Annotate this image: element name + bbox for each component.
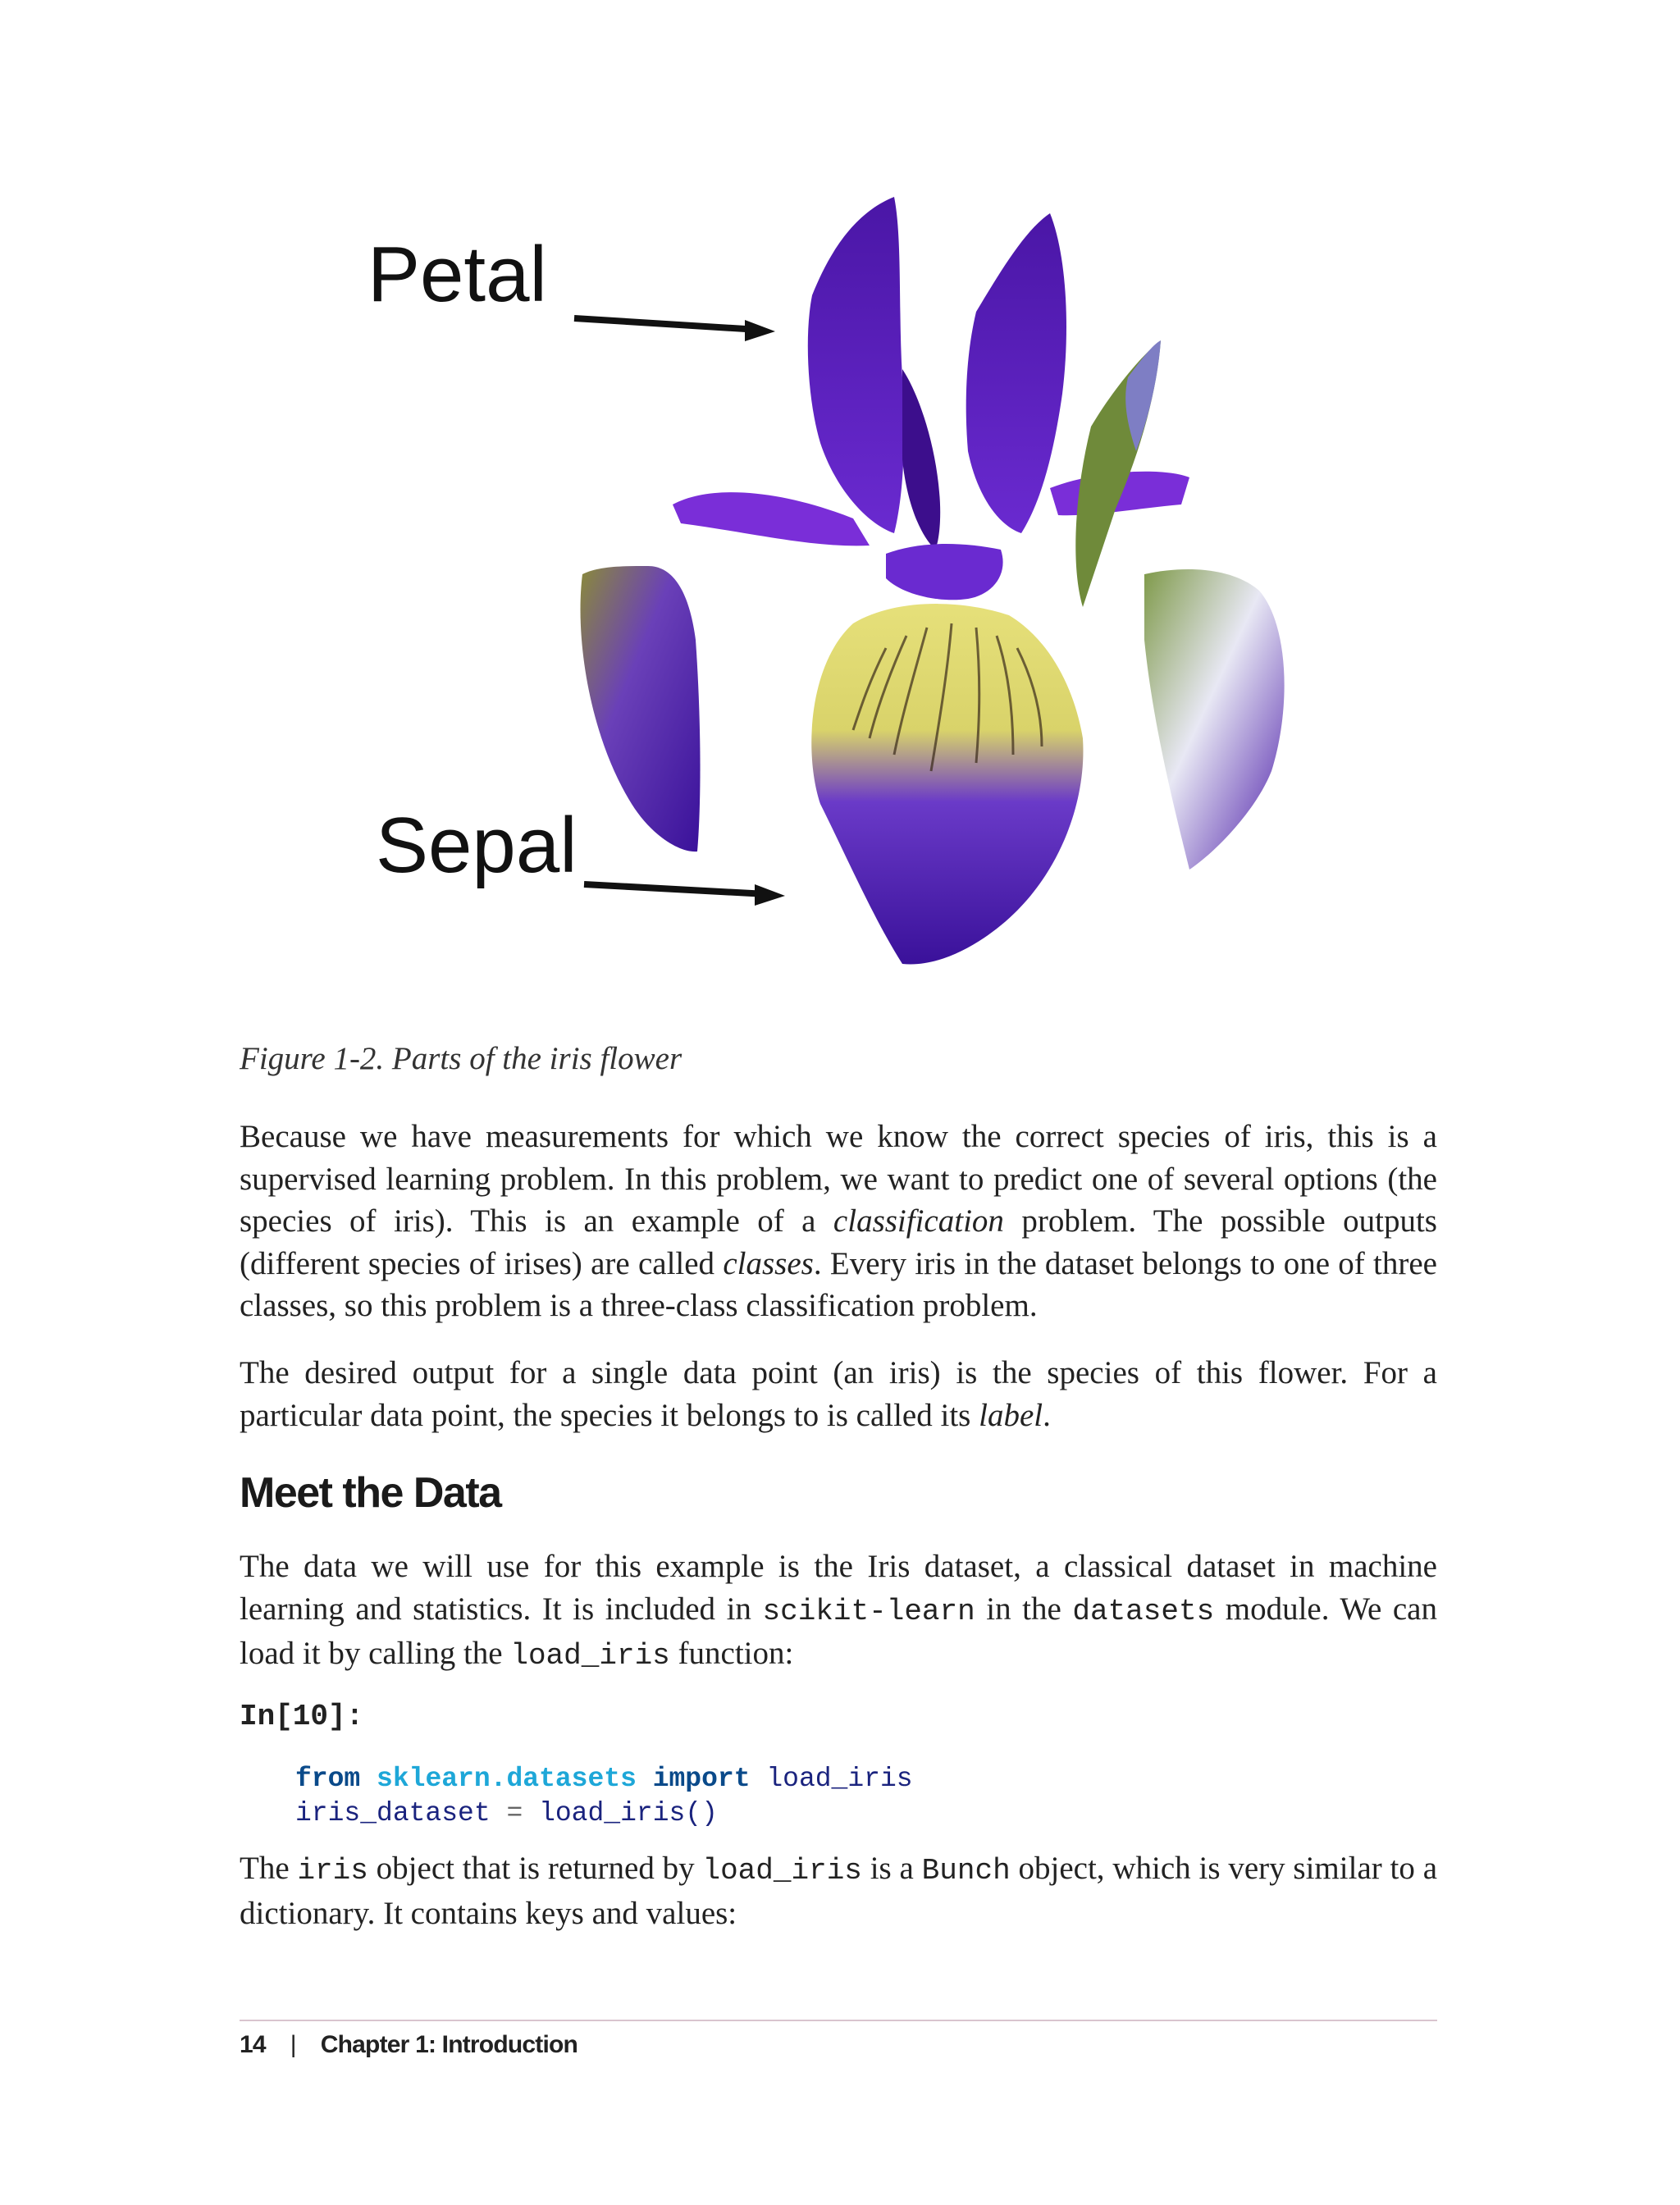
sepal-arrow [584,884,785,906]
figure-caption: Figure 1-2. Parts of the iris flower [240,1041,682,1076]
petal-right [966,213,1066,533]
petal-arrow [574,318,775,341]
style-arm-left [673,492,870,546]
inline-code-load-iris: load_iris [510,1639,670,1673]
chapter-title: Chapter 1: Introduction [320,2031,578,2058]
sepal-right [1144,569,1285,870]
code-prompt: In[10]: [240,1700,364,1733]
sepal-label: Sepal [376,801,578,889]
code-block: from sklearn.datasets import load_iris iris_dataset = load_iris() [295,1764,913,1828]
term-classes: classes [723,1245,814,1281]
paragraph-supervised: Because we have measurements for which we know the correct species of iris, this is a supervised learning problem. In this problem, we want to predict one of several options (the species of iris). This is an example of a classification problem. The possible outputs (different species of irises) are called classes. Every iris in the dataset belongs to one of three classes, so this problem is a three-class classification problem. [240,1119,1437,1323]
inline-code-bunch: Bunch [921,1854,1011,1888]
petal-left [808,197,904,533]
paragraph-iris-dataset: The data we will use for this example is the Iris dataset, a classical dataset in machine learning and statistics. It is included in scikit-learn in the datasets module. We can load it by calling the load_iris function: [240,1549,1437,1673]
page-footer [240,2031,578,2059]
inline-code-load-iris-2: load_iris [702,1854,862,1888]
iris-figure [328,180,1362,1025]
inline-code-scikit-learn: scikit-learn [762,1594,975,1628]
petal-label: Petal [368,231,547,318]
sepal-left [581,566,701,851]
paragraph-bunch: The iris object that is returned by load_iris is a Bunch object, which is very similar to a dictionary. It contains keys and values: [240,1851,1438,1931]
iris-flower-illustration [328,180,1362,1025]
term-label: label [979,1397,1043,1433]
paragraph-label: The desired output for a single data point (an iris) is the species of this flower. For a particular data point, the species it belongs to is called its label. [240,1355,1437,1433]
section-heading: Meet the Data [240,1469,501,1517]
inline-code-iris: iris [297,1854,368,1888]
footer-separator: | [290,2031,296,2058]
page-number: 14 [240,2031,266,2058]
crest [886,544,1003,600]
term-classification: classification [833,1203,1004,1239]
inline-code-datasets: datasets [1072,1594,1215,1628]
footer-divider [240,2020,1437,2021]
